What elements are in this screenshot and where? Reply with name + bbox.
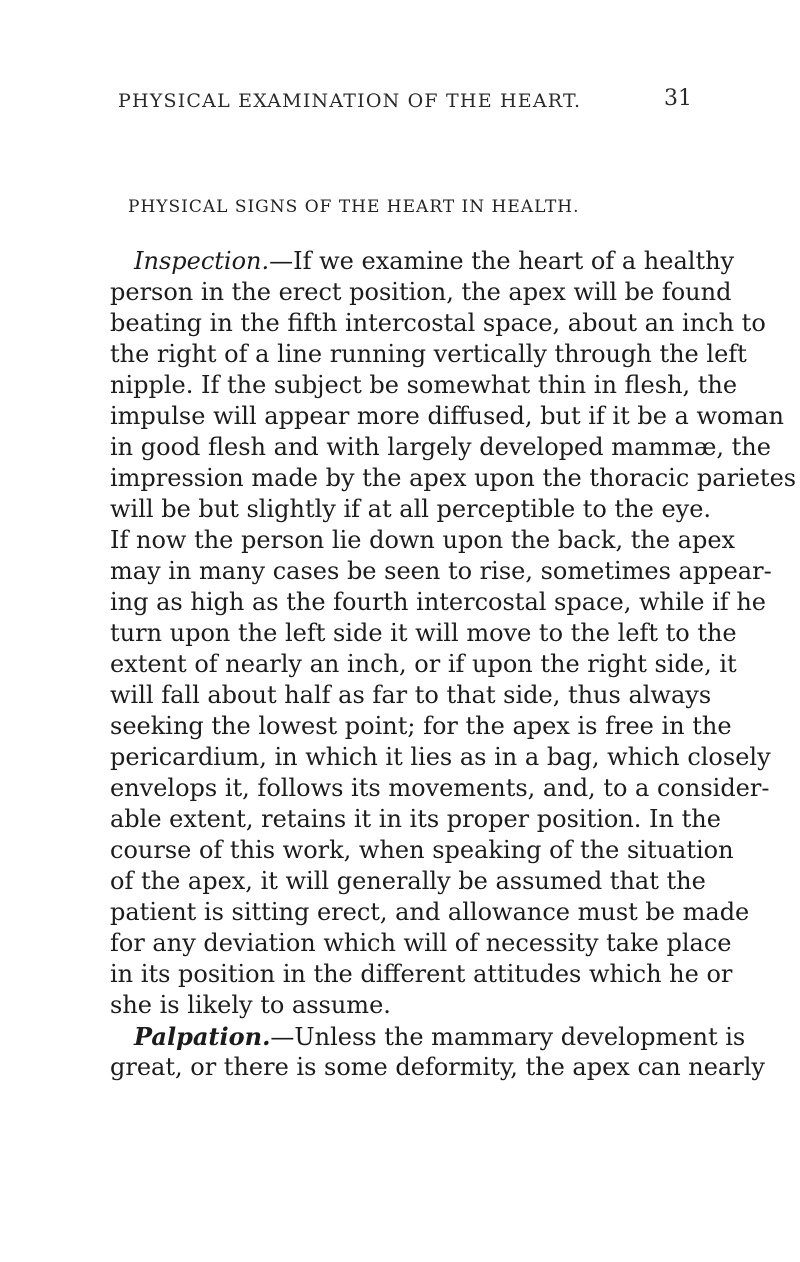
text-line: beating in the fifth intercostal space, about an inch to (110, 309, 766, 337)
text-line: pericardium, in which it lies as in a bag, which closely (110, 743, 771, 771)
palpation-run-in: Palpation. (134, 1022, 271, 1051)
text-line: envelops it, follows its movements, and, to a consider- (110, 774, 770, 802)
text-line: the right of a line running vertically through the left (110, 340, 747, 368)
text-line: may in many cases be seen to rise, sometimes appear- (110, 557, 772, 585)
running-head: PHYSICAL EXAMINATION OF THE HEART. (118, 90, 582, 112)
body-text (110, 246, 797, 1083)
text-line: ing as high as the fourth intercostal space, while if he (110, 588, 766, 616)
text-line: great, or there is some deformity, the apex can nearly (110, 1053, 765, 1081)
text-line: impulse will appear more diffused, but if it be a woman (110, 402, 785, 430)
page-number: 31 (664, 86, 692, 111)
inspection-run-in: Inspection. (134, 247, 270, 275)
text-line: course of this work, when speaking of the situation (110, 836, 734, 864)
text-line: If now the person lie down upon the back, the apex (110, 526, 736, 554)
section-heading: PHYSICAL SIGNS OF THE HEART IN HEALTH. (128, 197, 580, 217)
text-line: extent of nearly an inch, or if upon the right side, it (110, 650, 737, 678)
text-line (110, 1021, 746, 1052)
text-line: will be but slightly if at all perceptible to the eye. (110, 495, 712, 523)
text-line: able extent, retains it in its proper position. In the (110, 805, 721, 833)
text-line: she is likely to assume. (110, 991, 391, 1019)
text-line: nipple. If the subject be somewhat thin in flesh, the (110, 371, 738, 399)
text-line: in good flesh and with largely developed mammæ, the (110, 433, 771, 461)
text-line: in its position in the different attitudes which he or (110, 960, 733, 988)
text-line: will fall about half as far to that side, thus always (110, 681, 712, 709)
text-line: impression made by the apex upon the thoracic parietes (110, 464, 797, 492)
text-line-content: —Unless the mammary development is (270, 1023, 746, 1051)
text-line (110, 246, 735, 277)
text-line: turn upon the left side it will move to the left to the (110, 619, 737, 647)
text-line: seeking the lowest point; for the apex is free in the (110, 712, 732, 740)
text-line-content: —If we examine the heart of a healthy (269, 247, 735, 275)
text-line: of the apex, it will generally be assumed that the (110, 867, 706, 895)
text-line: person in the erect position, the apex will be found (110, 278, 732, 306)
text-line: for any deviation which will of necessity take place (110, 929, 732, 957)
text-line: patient is sitting erect, and allowance must be made (110, 898, 750, 926)
